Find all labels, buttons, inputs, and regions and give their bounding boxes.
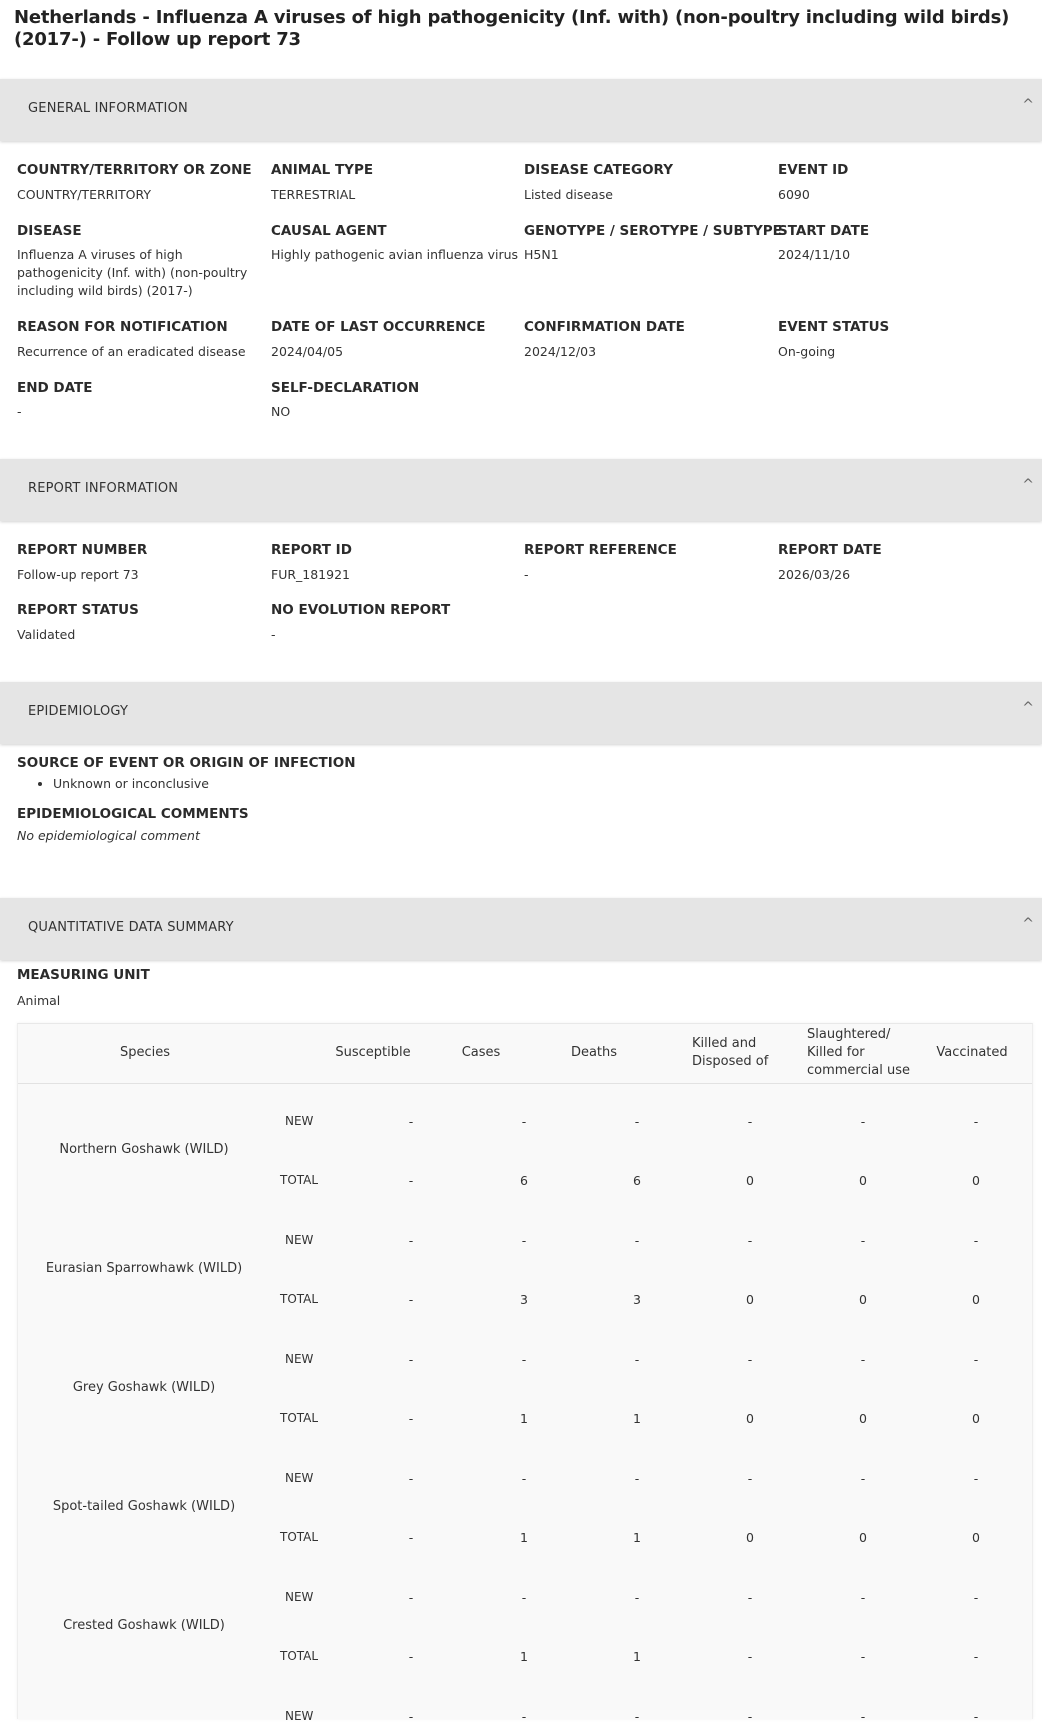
header-susceptible: Susceptible <box>335 1045 411 1060</box>
epidemiological-comments-value: No epidemiological comment <box>17 828 200 843</box>
table-cell: 0 <box>746 1530 754 1545</box>
report-reference-value: - <box>524 567 529 582</box>
section-title: REPORT INFORMATION <box>28 481 179 496</box>
causal-agent-label: CAUSAL AGENT <box>271 223 387 239</box>
table-cell: - <box>521 1233 527 1248</box>
causal-agent-value: Highly pathogenic avian influenza virus <box>271 247 519 262</box>
section-general-information[interactable] <box>0 79 1042 141</box>
table-cell: 0 <box>972 1173 980 1188</box>
epidemiological-comments-label: EPIDEMIOLOGICAL COMMENTS <box>17 806 249 822</box>
species-name: Grey Goshawk (WILD) <box>72 1380 216 1395</box>
event-id-value: 6090 <box>778 187 810 202</box>
table-cell: - <box>973 1590 979 1605</box>
table-cell: - <box>521 1471 527 1486</box>
table-cell: - <box>408 1292 414 1307</box>
event-status-value: On-going <box>778 344 836 359</box>
table-cell: - <box>408 1649 414 1664</box>
no-evolution-label: NO EVOLUTION REPORT <box>271 602 451 618</box>
end-date-value: - <box>17 404 22 419</box>
table-cell: 3 <box>520 1292 528 1307</box>
table-cell: - <box>521 1352 527 1367</box>
table-cell: - <box>973 1709 979 1724</box>
table-cell: - <box>521 1114 527 1129</box>
section-title: QUANTITATIVE DATA SUMMARY <box>28 920 234 935</box>
table-cell: 6 <box>520 1173 528 1188</box>
table-cell: - <box>408 1173 414 1188</box>
self-declaration-label: SELF-DECLARATION <box>271 380 420 396</box>
table-cell: 1 <box>520 1530 528 1545</box>
confirmation-label: CONFIRMATION DATE <box>524 319 685 335</box>
disease-category-label: DISEASE CATEGORY <box>524 162 673 178</box>
report-date-value: 2026/03/26 <box>778 567 851 582</box>
table-cell: 0 <box>746 1411 754 1426</box>
start-date-label: START DATE <box>778 223 870 239</box>
table-cell: - <box>408 1233 414 1248</box>
table-cell: 0 <box>859 1530 867 1545</box>
table-cell: - <box>408 1411 414 1426</box>
chevron-up-icon[interactable]: ^ <box>1022 97 1034 113</box>
table-cell: 1 <box>633 1530 641 1545</box>
table-cell: - <box>747 1471 753 1486</box>
table-cell: - <box>860 1590 866 1605</box>
table-cell: - <box>973 1114 979 1129</box>
genotype-label: GENOTYPE / SEROTYPE / SUBTYPE <box>524 223 782 239</box>
page-title: Netherlands - Influenza A viruses of high pathogenicity (Inf. with) (non-poultry including wild birds) (2017-) - Follow up report 73 <box>14 7 1010 50</box>
country-value: COUNTRY/TERRITORY <box>17 187 152 202</box>
header-killed-disposed: Killed and Disposed of <box>692 1036 769 1069</box>
report-number-value: Follow-up report 73 <box>17 567 139 582</box>
measuring-unit-label: MEASURING UNIT <box>17 967 150 983</box>
report-number-label: REPORT NUMBER <box>17 542 148 558</box>
table-cell: 0 <box>746 1292 754 1307</box>
table-cell: - <box>634 1590 640 1605</box>
total-row-label: TOTAL <box>280 1173 319 1187</box>
country-label: COUNTRY/TERRITORY OR ZONE <box>17 162 252 178</box>
source-list <box>17 776 1017 791</box>
species-name: Crested Goshawk (WILD) <box>63 1618 225 1633</box>
section-quantitative-data-summary[interactable] <box>0 898 1042 960</box>
table-cell: - <box>521 1590 527 1605</box>
start-date-value: 2024/11/10 <box>778 247 851 262</box>
table-cell: 0 <box>859 1411 867 1426</box>
table-cell: - <box>860 1352 866 1367</box>
table-cell: 1 <box>633 1649 641 1664</box>
new-row-label: NEW <box>285 1471 314 1485</box>
report-id-value: FUR_181921 <box>271 567 350 582</box>
report-date-label: REPORT DATE <box>778 542 882 558</box>
new-row-label: NEW <box>285 1233 314 1247</box>
section-epidemiology[interactable] <box>0 682 1042 744</box>
table-cell: 0 <box>859 1173 867 1188</box>
table-cell: - <box>521 1709 527 1724</box>
table-cell: - <box>634 1352 640 1367</box>
table-cell: - <box>973 1649 979 1664</box>
table-cell: 1 <box>520 1649 528 1664</box>
no-evolution-value: - <box>271 627 276 642</box>
table-cell: - <box>860 1709 866 1724</box>
table-cell: - <box>973 1233 979 1248</box>
table-cell: - <box>747 1233 753 1248</box>
table-cell: - <box>860 1114 866 1129</box>
table-cell: 6 <box>633 1173 641 1188</box>
table-cell: - <box>973 1471 979 1486</box>
table-cell: - <box>747 1709 753 1724</box>
disease-category-value: Listed disease <box>524 187 613 202</box>
table-cell: 0 <box>972 1292 980 1307</box>
species-name: Eurasian Sparrowhawk (WILD) <box>45 1261 243 1276</box>
end-date-label: END DATE <box>17 380 93 396</box>
header-cases: Cases <box>461 1045 501 1060</box>
table-cell: - <box>747 1352 753 1367</box>
section-report-information[interactable] <box>0 459 1042 521</box>
header-vaccinated: Vaccinated <box>936 1045 1008 1060</box>
total-row-label: TOTAL <box>280 1411 319 1425</box>
table-cell: - <box>860 1649 866 1664</box>
header-deaths: Deaths <box>570 1045 618 1060</box>
chevron-up-icon[interactable]: ^ <box>1022 916 1034 932</box>
animal-type-value: TERRESTRIAL <box>271 187 356 202</box>
table-cell: - <box>860 1471 866 1486</box>
reason-value: Recurrence of an eradicated disease <box>17 344 246 359</box>
species-name: Spot-tailed Goshawk (WILD) <box>52 1499 236 1514</box>
quantitative-table <box>17 1023 1033 1724</box>
table-cell: - <box>408 1471 414 1486</box>
table-cell: 0 <box>972 1530 980 1545</box>
table-cell: - <box>408 1590 414 1605</box>
genotype-value: H5N1 <box>524 247 559 262</box>
header-slaughtered: Slaughtered/ Killed for commercial use <box>807 1027 910 1078</box>
table-cell: - <box>408 1114 414 1129</box>
table-cell: - <box>408 1530 414 1545</box>
table-cell: - <box>747 1649 753 1664</box>
table-cell: - <box>408 1352 414 1367</box>
table-cell: 1 <box>520 1411 528 1426</box>
event-id-label: EVENT ID <box>778 162 849 178</box>
section-title: GENERAL INFORMATION <box>28 101 188 116</box>
animal-type-label: ANIMAL TYPE <box>271 162 374 178</box>
table-cell: 0 <box>972 1411 980 1426</box>
list-item: • Unknown or inconclusive <box>53 776 1017 791</box>
new-row-label: NEW <box>285 1590 314 1604</box>
epidemiology-body <box>17 755 1017 843</box>
new-row-label: NEW <box>285 1352 314 1366</box>
chevron-up-icon[interactable]: ^ <box>1022 477 1034 493</box>
table-cell: - <box>747 1114 753 1129</box>
table-cell: - <box>634 1709 640 1724</box>
new-row-label: NEW <box>285 1709 314 1723</box>
header-species: Species <box>119 1045 171 1060</box>
table-cell: 0 <box>746 1173 754 1188</box>
last-occurrence-label: DATE OF LAST OCCURRENCE <box>271 319 486 335</box>
table-cell: - <box>634 1471 640 1486</box>
disease-value: Influenza A viruses of high pathogenicity (Inf. with) (non-poultry including wild birds) (2017-) <box>17 247 248 298</box>
total-row-label: TOTAL <box>280 1649 319 1663</box>
header-divider <box>18 1083 1032 1084</box>
table-cell: - <box>860 1233 866 1248</box>
table-cell: 3 <box>633 1292 641 1307</box>
section-title: EPIDEMIOLOGY <box>28 704 129 719</box>
table-cell: - <box>634 1114 640 1129</box>
disease-label: DISEASE <box>17 223 82 239</box>
table-cell: 1 <box>633 1411 641 1426</box>
table-cell: - <box>634 1233 640 1248</box>
reason-label: REASON FOR NOTIFICATION <box>17 319 228 335</box>
report-status-value: Validated <box>17 627 76 642</box>
report-reference-label: REPORT REFERENCE <box>524 542 677 558</box>
table-cell: - <box>747 1590 753 1605</box>
chevron-up-icon[interactable]: ^ <box>1022 700 1034 716</box>
total-row-label: TOTAL <box>280 1530 319 1544</box>
species-name: Northern Goshawk (WILD) <box>59 1142 229 1157</box>
table-cell: - <box>408 1709 414 1724</box>
new-row-label: NEW <box>285 1114 314 1128</box>
report-id-label: REPORT ID <box>271 542 352 558</box>
measuring-unit-value: Animal <box>17 993 61 1008</box>
table-cell: - <box>973 1352 979 1367</box>
table-cell: 0 <box>859 1292 867 1307</box>
total-row-label: TOTAL <box>280 1292 319 1306</box>
report-status-label: REPORT STATUS <box>17 602 139 618</box>
source-label: SOURCE OF EVENT OR ORIGIN OF INFECTION <box>17 755 356 771</box>
self-declaration-value: NO <box>271 404 291 419</box>
last-occurrence-value: 2024/04/05 <box>271 344 344 359</box>
event-status-label: EVENT STATUS <box>778 319 890 335</box>
confirmation-value: 2024/12/03 <box>524 344 597 359</box>
